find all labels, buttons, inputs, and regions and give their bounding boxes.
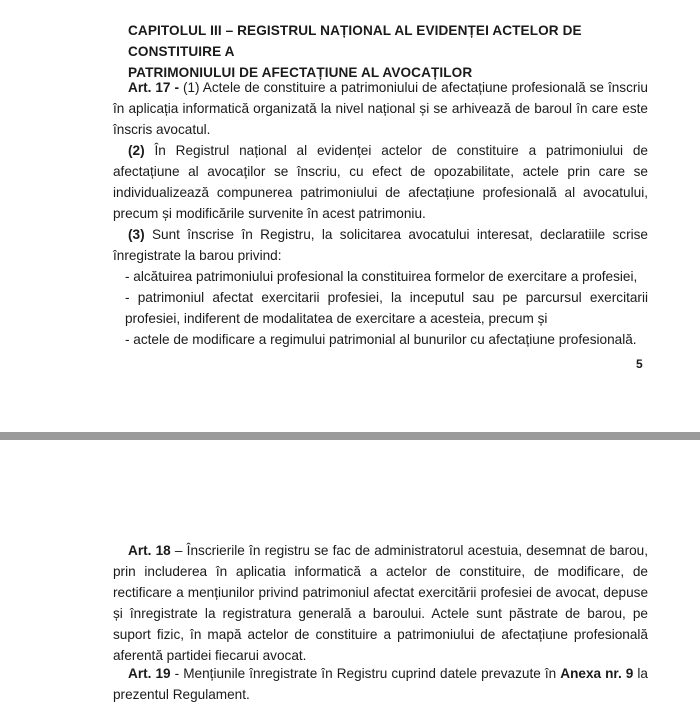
article-17-list: [113, 266, 648, 350]
page-number: 5: [636, 357, 643, 371]
article-17-paragraph-3-text: Sunt înscrise în Registru, la solicitarea avocatului interesat, declaratiile scrise înregistrate la barou privind:: [113, 227, 648, 263]
article-17-paragraph-1-text: (1) Actele de constituire a patrimoniului de afectațiune profesională se înscriu în aplicația informatică organizată la nivel național și se arhivează de baroul în care este înscris avocatul.: [113, 80, 648, 137]
article-19-label: Art. 19: [128, 666, 171, 681]
article-19-text-b: la prezentul Regulament.: [113, 666, 648, 702]
article-18-label: Art. 18: [128, 543, 171, 558]
article-17-paragraph-3-number: (3): [128, 227, 145, 242]
article-17: [113, 77, 648, 350]
article-17-paragraph-3: [113, 224, 648, 266]
list-item: - actele de modificare a regimului patrimonial al bunurilor cu afectațiune profesională.: [125, 332, 637, 347]
chapter-heading: [128, 20, 648, 83]
article-19-text-a: - Mențiunile înregistrate în Registru cuprind datele prevazute în: [170, 666, 561, 681]
article-17-paragraph-2-number: (2): [128, 143, 145, 158]
chapter-heading-line-2: PATRIMONIULUI DE AFECTAȚIUNE AL AVOCAȚILOR: [128, 65, 473, 80]
list-item: - alcătuirea patrimoniului profesional la constituirea formelor de exercitare a profesiei,: [125, 269, 638, 284]
article-18: [113, 540, 648, 666]
article-17-label: Art. 17 -: [128, 80, 179, 95]
article-18-paragraph: [113, 540, 648, 666]
article-19-paragraph: [113, 663, 648, 705]
article-17-paragraph-2: [113, 140, 648, 224]
article-19: [113, 663, 648, 705]
annex-reference: Anexa nr. 9: [560, 666, 634, 681]
document-page-6: [0, 440, 700, 719]
page-separator: [0, 432, 700, 440]
article-18-text: – Înscrierile în registru se fac de administratorul acestuia, desemnat de barou, prin includerea în aplicatia informatică a actelor de constituire, de modificare, de rectificare a mențiunilor privind patrimoniul afectat exercitării profesiei de avocat, depuse și înregistrate la registratura generală a baroului. Actele sunt păstrate de barou, pe suport fizic, în mapă actelor de constituire a patrimoniului de afectațiune profesională aferentă partidei fiecarui avocat.: [113, 543, 648, 663]
list-item: - patrimoniul afectat exercitarii profesiei, la inceputul sau pe parcursul exercitarii profesiei, indiferent de modalitatea de exercitare a acesteia, precum și: [125, 290, 648, 326]
chapter-heading-line-1: CAPITOLUL III – REGISTRUL NAȚIONAL AL EVIDENȚEI ACTELOR DE CONSTITUIRE A: [128, 23, 582, 59]
article-17-paragraph-2-text: În Registrul național al evidenței actelor de constituire a patrimoniului de afectațiune al avocaților se înscriu, cu efect de opozabilitate, actele prin care se individualizează compunerea patrimoniului de afectațiune profesională al avocatului, precum și modificările survenite în acest patrimoniu.: [113, 143, 648, 221]
article-17-paragraph-1: [113, 77, 648, 140]
